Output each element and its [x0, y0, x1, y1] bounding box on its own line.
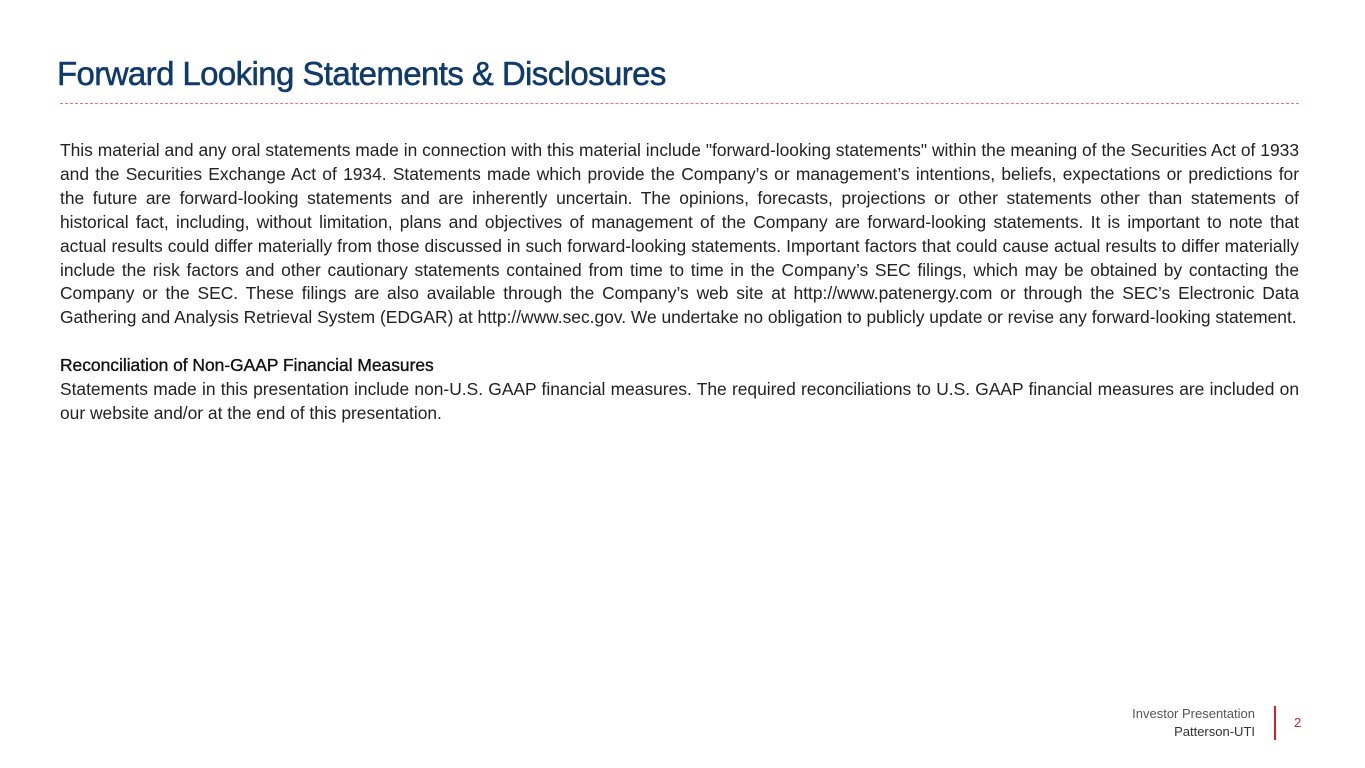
slide-content	[60, 139, 1299, 426]
presentation-label: Investor Presentation	[1132, 706, 1255, 721]
footer-label	[1132, 705, 1255, 741]
company-name: Patterson-UTI	[1174, 724, 1255, 739]
paragraph-spacer	[60, 330, 1299, 354]
title-divider	[60, 103, 1299, 104]
forward-looking-disclaimer: This material and any oral statements made in connection with this material include "forward-looking statements" within the meaning of the Securities Act of 1933 and the Securities Exchange Act of 1934. Statements made which provide the Company’s or management’s intentions, beliefs, expectations or predictions for the future are forward-looking statements and are inherently uncertain. The opinions, forecasts, projections or other statements other than statements of historical fact, including, without limitation, plans and objectives of management of the Company are forward-looking statements. It is important to note that actual results could differ materially from those discussed in such forward-looking statements. Important factors that could cause actual results to differ materially include the risk factors and other cautionary statements contained from time to time in the Company’s SEC filings, which may be obtained by contacting the Company or the SEC. These filings are also available through the Company’s web site at http://www.patenergy.com or through the SEC’s Electronic Data Gathering and Analysis Retrieval System (EDGAR) at http://www.sec.gov. We undertake no obligation to publicly update or revise any forward-looking statement.	[60, 140, 1299, 328]
non-gaap-paragraph: Statements made in this presentation include non-U.S. GAAP financial measures. The required reconciliations to U.S. GAAP financial measures are included on our website and/or at the end of this presentation.	[60, 379, 1299, 424]
slide-title: Forward Looking Statements & Disclosures	[57, 55, 666, 92]
non-gaap-heading: Reconciliation of Non-GAAP Financial Measures	[60, 355, 434, 376]
page-number: 2	[1294, 715, 1302, 730]
footer-divider	[1274, 706, 1276, 740]
